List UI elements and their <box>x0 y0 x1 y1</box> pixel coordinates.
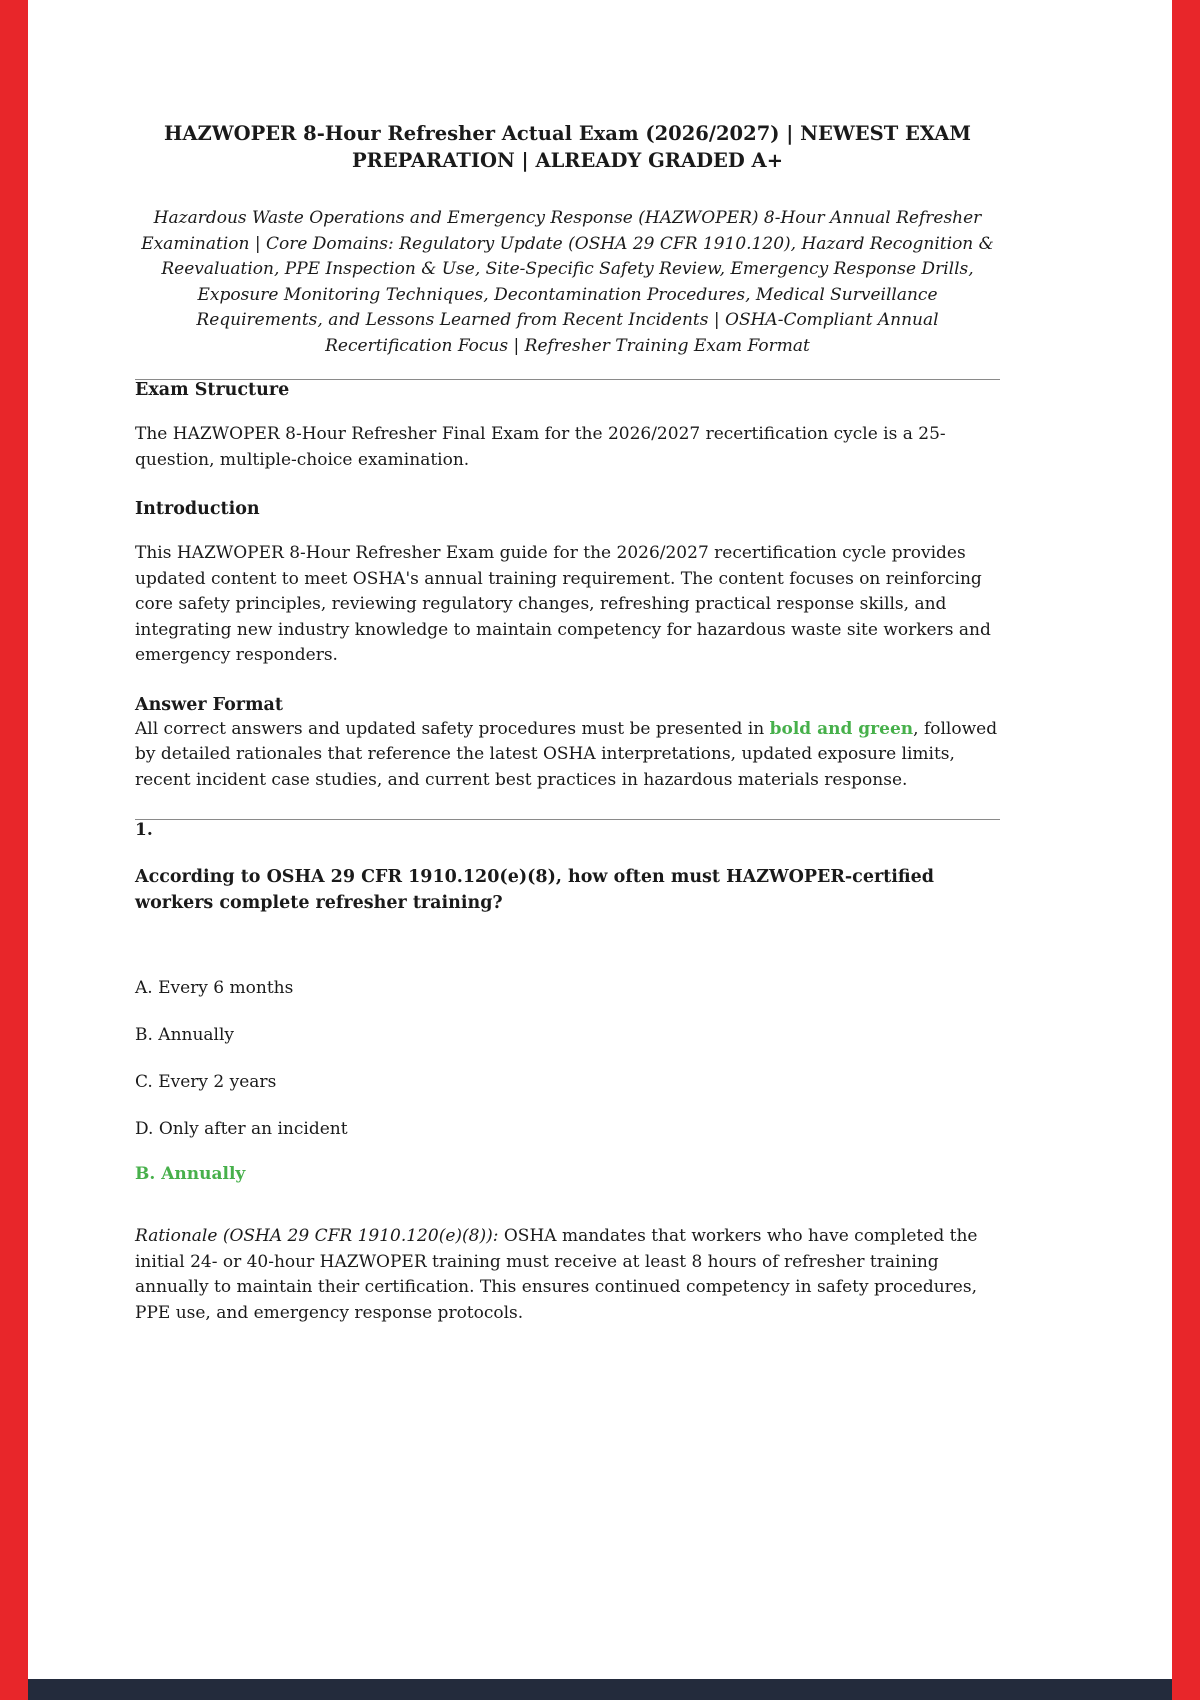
answer-format-before: All correct answers and updated safety procedures must be presented in <box>135 718 770 739</box>
question-number: 1. <box>135 820 153 840</box>
rationale-body: OSHA mandates that workers who have completed the initial 24- or 40-hour HAZWOPER training must receive at least 8 hours of refresher training annually to maintain their certification. This ensures continued competency in safety procedures, PPE use, and emergency response protocols. <box>135 1226 978 1323</box>
document-subtitle: Hazardous Waste Operations and Emergency Response (HAZWOPER) 8-Hour Annual Refresher Examination | Core Domains: Regulatory Update (OSHA 29 CFR 1910.120), Hazard Recognition & Reevaluation, PPE Inspection & Use, Site-Specific Safety Review, Emergency Response Drills, Exposure Monitoring Techniques, Decontamination Procedures, Medical Surveillance Requirements, and Lessons Learned from Recent Incidents | OSHA-Compliant Annual Recertification Focus | Refresher Training Exam Format <box>141 208 994 356</box>
rationale-lead: Rationale (OSHA 29 CFR 1910.120(e)(8)): <box>135 1226 499 1246</box>
introduction-body: This HAZWOPER 8-Hour Refresher Exam guide for the 2026/2027 recertification cycle provides updated content to meet OSHA's annual training requirement. The content focuses on reinforcing core safety principles, reviewing regulatory changes, refreshing practical response skills, and integrating new industry knowledge to maintain competency for hazardous waste site workers and emergency responders. <box>135 543 991 665</box>
answer-format-after: , followed by detailed rationales that reference the latest OSHA interpretations, updated exposure limits, recent incident case studies, and current best practices in hazardous materials response. <box>135 718 998 790</box>
document-page <box>135 0 1000 1326</box>
question-text: According to OSHA 29 CFR 1910.120(e)(8), how often must HAZWOPER-certified workers complete refresher training? <box>135 867 935 913</box>
correct-answer: B. Annually <box>135 1164 246 1184</box>
option-b: B. Annually <box>135 1025 235 1045</box>
exam-structure-body: The HAZWOPER 8-Hour Refresher Final Exam for the 2026/2027 recertification cycle is a 25-question, multiple-choice examination. <box>135 424 946 470</box>
footer-bar <box>28 1679 1172 1700</box>
answer-format-body <box>135 717 1000 794</box>
option-d: D. Only after an incident <box>135 1119 348 1139</box>
heading-introduction: Introduction <box>135 499 260 519</box>
rationale <box>135 1224 1000 1326</box>
answer-format-highlight: bold and green <box>769 718 914 739</box>
right-red-border <box>1172 0 1200 1700</box>
heading-exam-structure: Exam Structure <box>135 380 290 400</box>
left-red-border <box>0 0 28 1700</box>
document-title: HAZWOPER 8-Hour Refresher Actual Exam (2026/2027) | NEWEST EXAM PREPARATION | ALREADY GRADED A+ <box>163 122 972 172</box>
option-a: A. Every 6 months <box>135 978 294 998</box>
option-c: C. Every 2 years <box>135 1072 277 1092</box>
heading-answer-format: Answer Format <box>135 694 283 715</box>
